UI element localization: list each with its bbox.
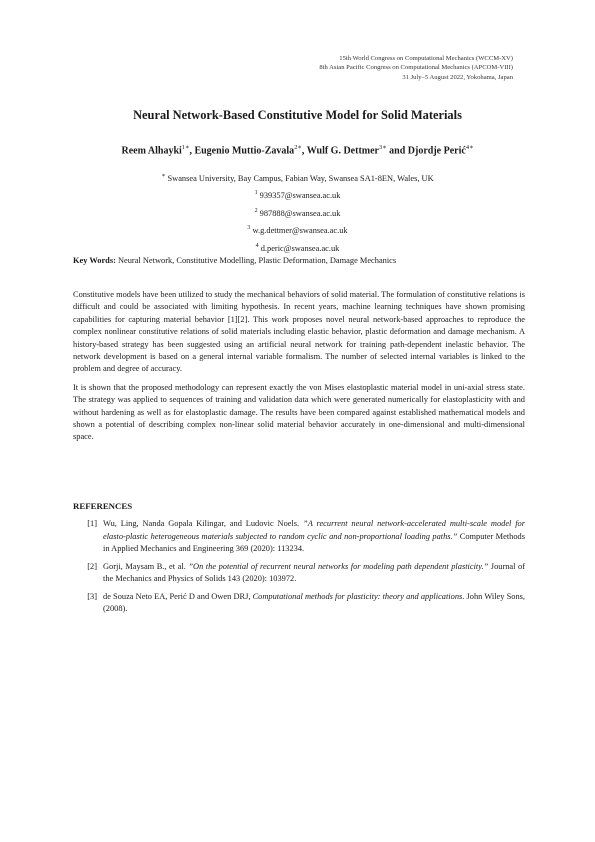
references-heading: REFERENCES xyxy=(73,501,133,511)
author-name: Eugenio Muttio-Zavala xyxy=(194,145,295,157)
reference-number: [1] xyxy=(87,519,97,528)
reference-authors: Gorji, Maysam B., et al. xyxy=(103,561,189,571)
author-name: Reem Alhayki xyxy=(121,145,182,157)
abstract-paragraph-2: It is shown that the proposed methodology can represent exactly the von Mises elastoplastic material model in uni-axial stress state. The strategy was applied to sequences of training and validation data which were generated numerically for elastoplasticity with and without hardening as well as for elastoplastic damage. The results have been compared against established mathematical models and shown a potential of describing complex non-linear solid material behavior accurately in one-dimensional and multi-dimensional space. xyxy=(73,382,525,442)
references-list xyxy=(73,518,525,621)
reference-source: Computer Methods in Applied Mechanics and Engineering 369 (2020): 113234. xyxy=(103,531,525,553)
conference-line-1: 15th World Congress on Computational Mechanics (WCCM-XV) xyxy=(339,55,513,62)
reference-text xyxy=(103,561,525,586)
keywords-label: Key Words: xyxy=(73,256,116,265)
paper-title: Neural Network-Based Constitutive Model for Solid Materials xyxy=(133,108,462,122)
author-superscript: 4∗ xyxy=(465,144,474,151)
reference-number: [3] xyxy=(87,591,97,601)
author-separator: , xyxy=(189,145,195,157)
reference-number: [2] xyxy=(87,561,97,571)
author-name: Wulf G. Dettmer xyxy=(306,145,379,157)
email-superscript: 4 xyxy=(255,242,259,249)
reference-title: ”A recurrent neural network-accelerated multi-scale model for elasto-plastic heterogeneous materials subjected to random cyclic and non-proportional loading paths.” xyxy=(103,519,525,541)
author-separator: , xyxy=(301,145,307,157)
affiliations xyxy=(0,169,595,256)
affiliation-superscript: ∗ xyxy=(161,173,166,179)
email-link[interactable]: d.peric@swansea.ac.uk xyxy=(260,243,340,253)
email-superscript: 2 xyxy=(254,207,258,214)
email-link[interactable]: w.g.dettmer@swansea.ac.uk xyxy=(252,225,348,235)
email-link[interactable]: 939357@swansea.ac.uk xyxy=(259,191,341,201)
affiliation-email-row xyxy=(0,221,595,238)
keywords-text: Neural Network, Constitutive Modelling, Plastic Deformation, Damage Mechanics xyxy=(117,256,397,265)
reference-item xyxy=(73,518,525,556)
affiliation-email-row xyxy=(0,186,595,203)
conference-header xyxy=(319,54,513,82)
reference-source: Journal of the Mechanics and Physics of Solids 143 (2020): 103972. xyxy=(103,561,525,583)
reference-authors: de Souza Neto EA, Perić D and Owen DRJ, xyxy=(103,591,253,601)
author-superscript: 1∗ xyxy=(181,144,190,151)
reference-text xyxy=(103,518,525,556)
reference-authors: Wu, Ling, Nanda Gopala Kilingar, and Ludovic Noels. xyxy=(103,519,304,528)
email-link[interactable]: 987888@swansea.ac.uk xyxy=(259,208,341,218)
reference-item xyxy=(73,561,525,586)
author-name: Djordje Perić xyxy=(407,145,466,157)
author-superscript: 3∗ xyxy=(378,144,387,151)
conference-line-3: 31 July–5 August 2022, Yokohama, Japan xyxy=(402,73,513,81)
reference-item xyxy=(73,591,525,616)
keywords xyxy=(73,256,525,265)
affiliation-email-row xyxy=(0,239,595,256)
email-superscript: 3 xyxy=(247,225,251,232)
reference-source: . John Wiley Sons, (2008). xyxy=(103,591,525,613)
affiliation-email-row xyxy=(0,204,595,221)
reference-text xyxy=(103,591,525,616)
abstract-paragraph-1: Constitutive models have been utilized to study the mechanical behaviors of solid material. The formulation of constitutive relations is difficult and could be associated with limiting hypothesis. In recent years, machine learning techniques have shown promising capabilities for capturing material behavior [1][2]. This work proposes novel neural network-based approaches to reproduce the complex nonlinear constitutive relations of solid materials including elastic behavior, plastic deformation and damage mechanism. A history-based strategy has been suggested using an artificial neural network for training path-dependent inelastic behavior. The network development is based on a general internal variable formalism. The number of selected internal variables is linked to the problem and degree of accuracy. xyxy=(73,290,525,374)
author-list xyxy=(0,143,595,156)
author-separator: and xyxy=(386,145,408,157)
affiliation-main xyxy=(0,169,595,186)
email-superscript: 1 xyxy=(254,190,258,197)
conference-line-2: 8th Asian Pacific Congress on Computational Mechanics (APCOM-VIII) xyxy=(319,64,513,72)
author-superscript: 2∗ xyxy=(294,144,302,151)
abstract-body xyxy=(73,289,525,450)
reference-title: ”On the potential of recurrent neural networks for modeling path dependent plasticity.” xyxy=(188,561,489,571)
affiliation-text: Swansea University, Bay Campus, Fabian Way, Swansea SA1-8EN, Wales, UK xyxy=(167,173,434,183)
reference-title: Computational methods for plasticity: theory and applications xyxy=(252,591,463,601)
